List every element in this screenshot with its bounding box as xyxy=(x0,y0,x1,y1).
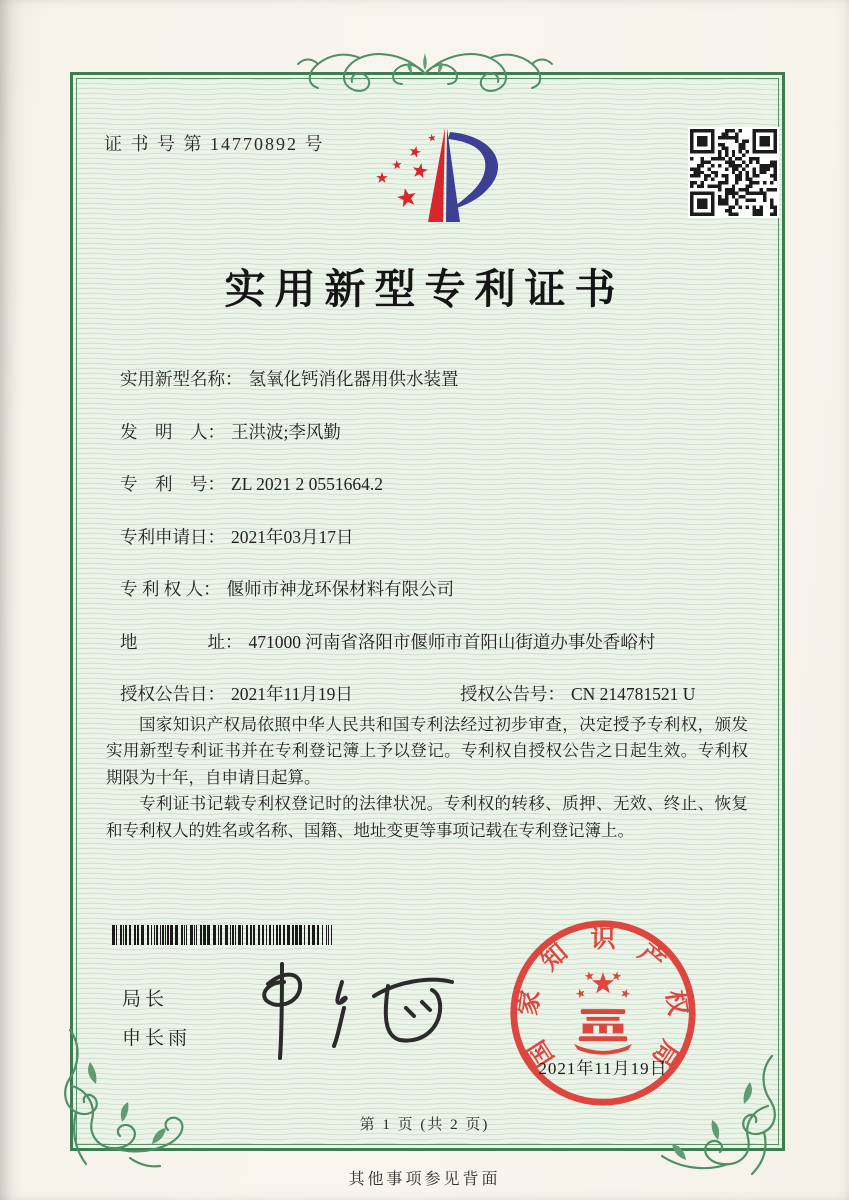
field-value: 2021年03月17日 xyxy=(231,527,354,547)
field-label: 发 明 人： xyxy=(120,422,225,442)
top-border-ornament xyxy=(294,44,556,102)
field-label: 实用新型名称： xyxy=(120,369,243,389)
svg-text:产: 产 xyxy=(632,939,670,977)
field-grant-row xyxy=(120,681,696,706)
svg-text:权: 权 xyxy=(660,988,691,1018)
barcode-icon xyxy=(112,925,332,945)
certificate-title: 实用新型专利证书 xyxy=(224,266,625,312)
field-label: 地 址： xyxy=(120,632,243,652)
logo-wedge-left xyxy=(428,128,445,222)
field-label: 专 利 号： xyxy=(120,474,225,494)
field-value: 2021年11月19日 xyxy=(231,684,353,704)
legal-text xyxy=(106,712,748,844)
field-value: ZL 2021 2 0551664.2 xyxy=(231,474,383,494)
field-label: 专 利 权 人： xyxy=(120,579,221,599)
field-patent-number xyxy=(120,471,383,496)
certificate-number: 证 书 号 第 14770892 号 xyxy=(104,134,325,154)
field-label: 授权公告日： xyxy=(120,684,225,704)
official-seal-icon xyxy=(506,916,700,1110)
field-utility-model-name xyxy=(120,366,459,391)
back-note: 其他事项参见背面 xyxy=(348,1171,501,1188)
field-label: 授权公告号： xyxy=(460,684,565,704)
field-value: 偃师市神龙环保材料有限公司 xyxy=(226,579,455,599)
qr-code-icon xyxy=(688,127,779,218)
svg-text:家: 家 xyxy=(515,988,546,1018)
field-label: 专利申请日： xyxy=(120,527,225,547)
logo-stars-icon xyxy=(376,134,435,207)
svg-text:国: 国 xyxy=(523,1035,560,1071)
field-value: 471000 河南省洛阳市偃师市首阳山街道办事处香峪村 xyxy=(248,632,656,652)
page-number: 第 1 页 (共 2 页) xyxy=(359,1117,490,1133)
field-value: 王洪波;李风勤 xyxy=(231,422,341,442)
field-filing-date xyxy=(120,524,354,549)
field-value: CN 214781521 U xyxy=(571,684,696,704)
svg-text:识: 识 xyxy=(590,926,616,954)
field-patentee xyxy=(120,576,454,601)
legal-paragraph-2: 专利证书记载专利权登记时的法律状况。专利权的转移、质押、无效、终止、恢复和专利权人的姓名或名称、国籍、地址变更等事项记载在专利登记簿上。 xyxy=(106,794,748,840)
director-name: 申长雨 xyxy=(122,1028,192,1049)
legal-paragraph-1: 国家知识产权局依照中华人民共和国专利法经过初步审查，决定授予专利权，颁发实用新型专利证书并在专利登记簿上予以登记。专利权自授权公告之日起生效。专利权期限为十年，自申请日起算。 xyxy=(106,715,748,787)
field-address xyxy=(120,629,655,654)
director-signature-icon xyxy=(238,952,468,1070)
cnipa-logo xyxy=(352,122,518,232)
field-grant-date xyxy=(120,684,353,704)
field-inventor xyxy=(120,419,341,444)
director-title: 局长 xyxy=(122,989,169,1010)
svg-text:知: 知 xyxy=(536,939,574,977)
field-grant-number xyxy=(460,681,695,706)
field-value: 氢氧化钙消化器用供水装置 xyxy=(248,369,459,389)
seal-date: 2021年11月19日 xyxy=(538,1059,668,1078)
svg-text:局: 局 xyxy=(646,1035,683,1071)
